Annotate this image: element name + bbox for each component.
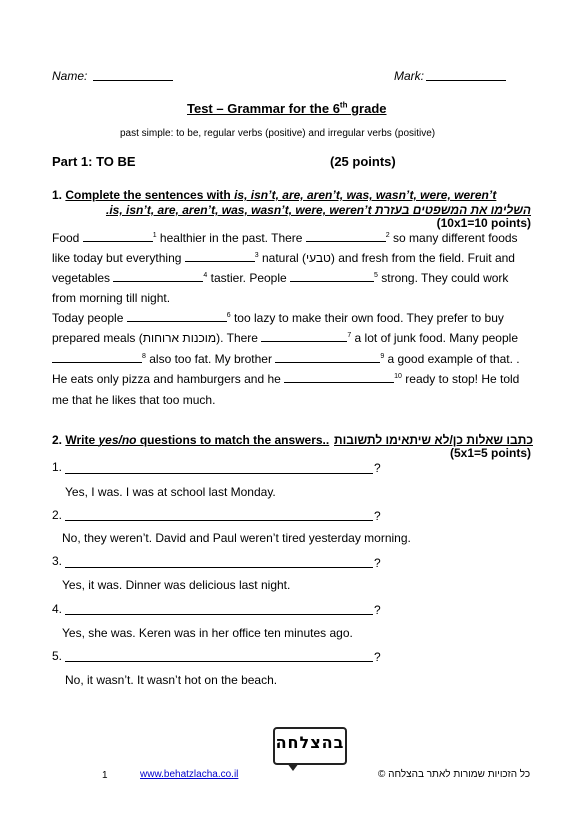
q2-instructions: 2. Write yes/no questions to match the answers.. [52, 433, 330, 447]
blank-8[interactable] [52, 362, 142, 363]
q1-line-5: Today people $^6$ too lazy to make their own food. They prefer to buy [52, 311, 504, 325]
q1-hebrew-instructions: השלימו את המשפטים בעזרת is, isn’t, are, aren’t, was, wasn’t, were, weren’t. [105, 203, 531, 217]
q1-line-8: He eats only pizza and hamburgers and he $^{10}$ ready to stop! He told [52, 372, 520, 386]
name-label: Name: [52, 69, 88, 83]
blank-10[interactable] [284, 382, 394, 383]
mark-line[interactable] [426, 80, 506, 81]
blank-7[interactable] [261, 341, 347, 342]
blank-1[interactable] [83, 241, 153, 242]
logo-speech-tail [287, 763, 299, 771]
q2-item-2-line[interactable] [65, 520, 373, 521]
page-title: Test – Grammar for the 6th grade [187, 100, 387, 116]
q2-item-2-number: 2. [52, 508, 63, 522]
q1-score: (10x1=10 points) [436, 216, 531, 230]
q2-item-1-line[interactable] [65, 473, 373, 474]
page-number: 1 [102, 770, 108, 781]
part1-points: (25 points) [330, 154, 396, 169]
q2-item-2-qmark: ? [374, 509, 381, 523]
q2-item-3-number: 3. [52, 554, 63, 568]
blank-2[interactable] [306, 241, 386, 242]
name-line[interactable] [93, 80, 173, 81]
q2-item-4-qmark: ? [374, 603, 381, 617]
behatzlacha-logo [273, 727, 347, 765]
q2-item-4-number: 4. [52, 602, 63, 616]
q1-line-2: like today but everything $^3$ natural (טבעי) and fresh from the field. Fruit and [52, 251, 515, 265]
blank-5[interactable] [290, 281, 374, 282]
q2-item-1-number: 1. [52, 460, 63, 474]
q2-item-3-qmark: ? [374, 556, 381, 570]
q1-line-3: vegetables $^4$ tastier. People $^5$ strong. They could work [52, 271, 509, 285]
q2-score: (5x1=5 points) [449, 446, 531, 460]
q2-item-1-qmark: ? [374, 461, 381, 475]
q1-instructions: 1. Complete the sentences with is, isn’t, are, aren’t, was, wasn’t, were, weren’t [52, 188, 497, 202]
q1-line-9: me that he likes that too much. [52, 393, 216, 407]
q2-item-5-line[interactable] [65, 661, 373, 662]
q2-item-5-answer: No, it wasn’t. It wasn’t hot on the beach. [65, 673, 278, 687]
q2-item-5-qmark: ? [374, 650, 381, 664]
q2-item-1-answer: Yes, I was. I was at school last Monday. [65, 485, 276, 499]
copyright: כל הזכויות שמורות לאתר בהצלחה © [378, 769, 531, 780]
logo-text: בהצלחה [275, 733, 345, 752]
mark-label: Mark: [394, 69, 424, 83]
q2-item-2-answer: No, they weren’t. David and Paul weren’t tired yesterday morning. [62, 531, 411, 545]
q2-item-3-line[interactable] [65, 567, 373, 568]
page-subtitle: past simple: to be, regular verbs (positive) and irregular verbs (positive) [120, 128, 436, 139]
blank-3[interactable] [185, 261, 255, 262]
blank-9[interactable] [275, 362, 380, 363]
q1-line-1: Food $^1$ healthier in the past. There $^2$ so many different foods [52, 231, 518, 245]
part1-title: Part 1: TO BE [52, 154, 136, 169]
q2-item-5-number: 5. [52, 649, 63, 663]
q1-line-4: from morning till night. [52, 291, 171, 305]
q1-line-6: prepared meals (מוכנות ארוחות). There $^7$ a lot of junk food. Many people [52, 331, 518, 345]
blank-6[interactable] [127, 321, 227, 322]
q2-item-4-answer: Yes, she was. Keren was in her office ten minutes ago. [62, 626, 353, 640]
site-link[interactable]: www.behatzlacha.co.il [140, 769, 239, 780]
q2-hebrew-instructions: כתבו שאלות כן/לא שיתאימו לתשובות [334, 433, 533, 447]
q2-item-3-answer: Yes, it was. Dinner was delicious last night. [62, 578, 291, 592]
q2-item-4-line[interactable] [65, 614, 373, 615]
q1-line-7: $^8$ also too fat. My brother $^9$ a good example of that. . [52, 352, 520, 366]
blank-4[interactable] [113, 281, 203, 282]
